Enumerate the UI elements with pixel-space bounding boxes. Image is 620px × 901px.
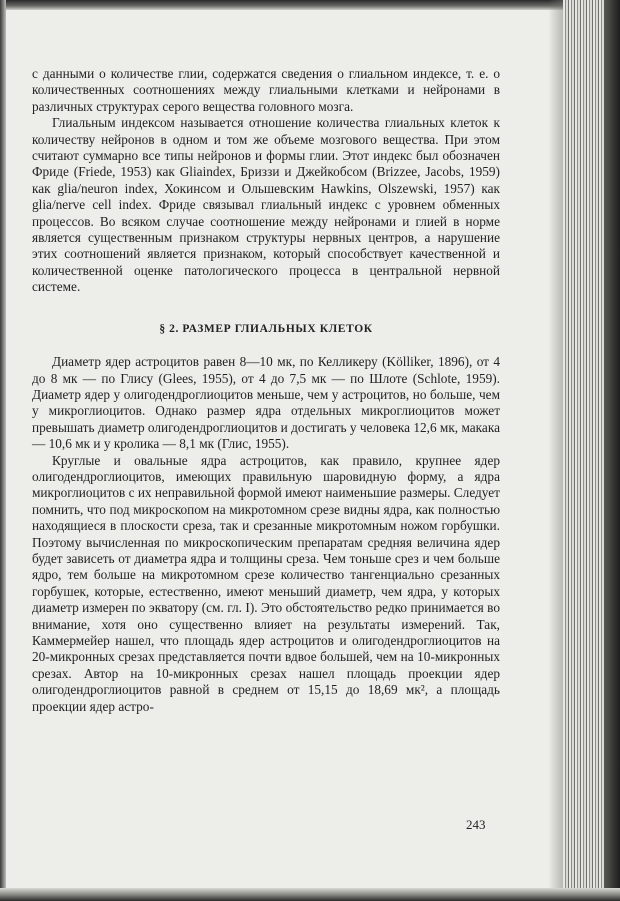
page-number: 243 xyxy=(466,817,486,832)
scan-top-shadow xyxy=(0,0,620,10)
paragraph-4: Круглые и овальные ядра астроцитов, как правило, крупнее ядер олигодендроглиоцитов, имеющих правильную шаровидную форму, а ядра микроглиоцитов с их неправильной формой имеют наименьшие размеры. Следует помнить, что под микроскопом на микротомном срезе видны ядра, как полностью находящиеся в плоскости среза, так и срезанные микротомным ножом горбушки. Поэтому вычисленная по микроскопическим препаратам средняя величина ядер будет зависеть от диаметра ядра и толщины среза. Чем тоньше срез и чем больше ядро, тем больше на микротомном срезе количество тангенциально срезанных горбушек, которые, естественно, имеют меньший диаметр, чем ядра, у которых диаметр измерен по экватору (см. гл. I). Это обстоятельство редко принимается во внимание, хотя оно существенно влияет на результаты измерений. Так, Каммермейер нашел, что площадь ядер астроцитов и олигодендроглиоцитов на 20-микронных срезах представляется почти вдвое большей, чем на 10-микронных срезах. Автор на 10-микронных срезах нашел площадь проекции ядер олигодендроглиоцитов равной в среднем от 15,15 до 18,69 мк², а площадь проекции ядер астро- xyxy=(32,452,500,714)
section-heading: § 2. РАЗМЕР ГЛИАЛЬНЫХ КЛЕТОК xyxy=(159,322,373,335)
paragraph-1: с данными о количестве глии, содержатся сведения о глиальном индексе, т. е. о количественных соотношениях между глиальными клетками и нейронами в различных структурах серого вещества головного мозга. xyxy=(32,66,500,114)
paragraph-3: Диаметр ядер астроцитов равен 8—10 мк, по Келликеру (Kölliker, 1896), от 4 до 8 мк — по Глису (Glees, 1955), от 4 до 7,5 мк — по Шлоте (Schlote, 1959). Диаметр ядер у олигодендроглиоцитов меньше, чем у астроцитов, но больше, чем у микроглиоцитов. Однако размер ядра отдельных микроглиоцитов может превышать диаметр олигодендроглиоцитов и достигать у человека 12,6 мк, макака — 10,6 мк и у кролика — 8,1 мк (Глис, 1955). xyxy=(32,354,500,452)
book-edge-shadow xyxy=(604,0,620,901)
scan-left-shadow xyxy=(0,0,6,901)
scan-bottom-shadow xyxy=(0,888,620,901)
paragraph-2: Глиальным индексом называется отношение количества глиальных клеток к количеству нейронов в одном и том же объеме мозгового вещества. При этом считают суммарно все типы нейронов и формы глии. Этот индекс был обозначен Фриде (Friede, 1953) как Gliaindex, Бриззи и Джейкобсом (Brizzee, Jacobs, 1959) как glia/neuron index, Хокинсом и Ольшевским Hawkins, Olszewski, 1957) как glia/nerve cell index. Фриде связывал глиальный индекс с уровнем обменных процессов. Во всяком случае соотношение между нейронами и глией в норме является существенным признаком структуры нервных центров, а нарушение этих соотношений является признаком, который способствует качественной и количественной оценке патологического процесса в центральной нервной системе. xyxy=(32,115,500,295)
page-body-text xyxy=(32,66,500,715)
